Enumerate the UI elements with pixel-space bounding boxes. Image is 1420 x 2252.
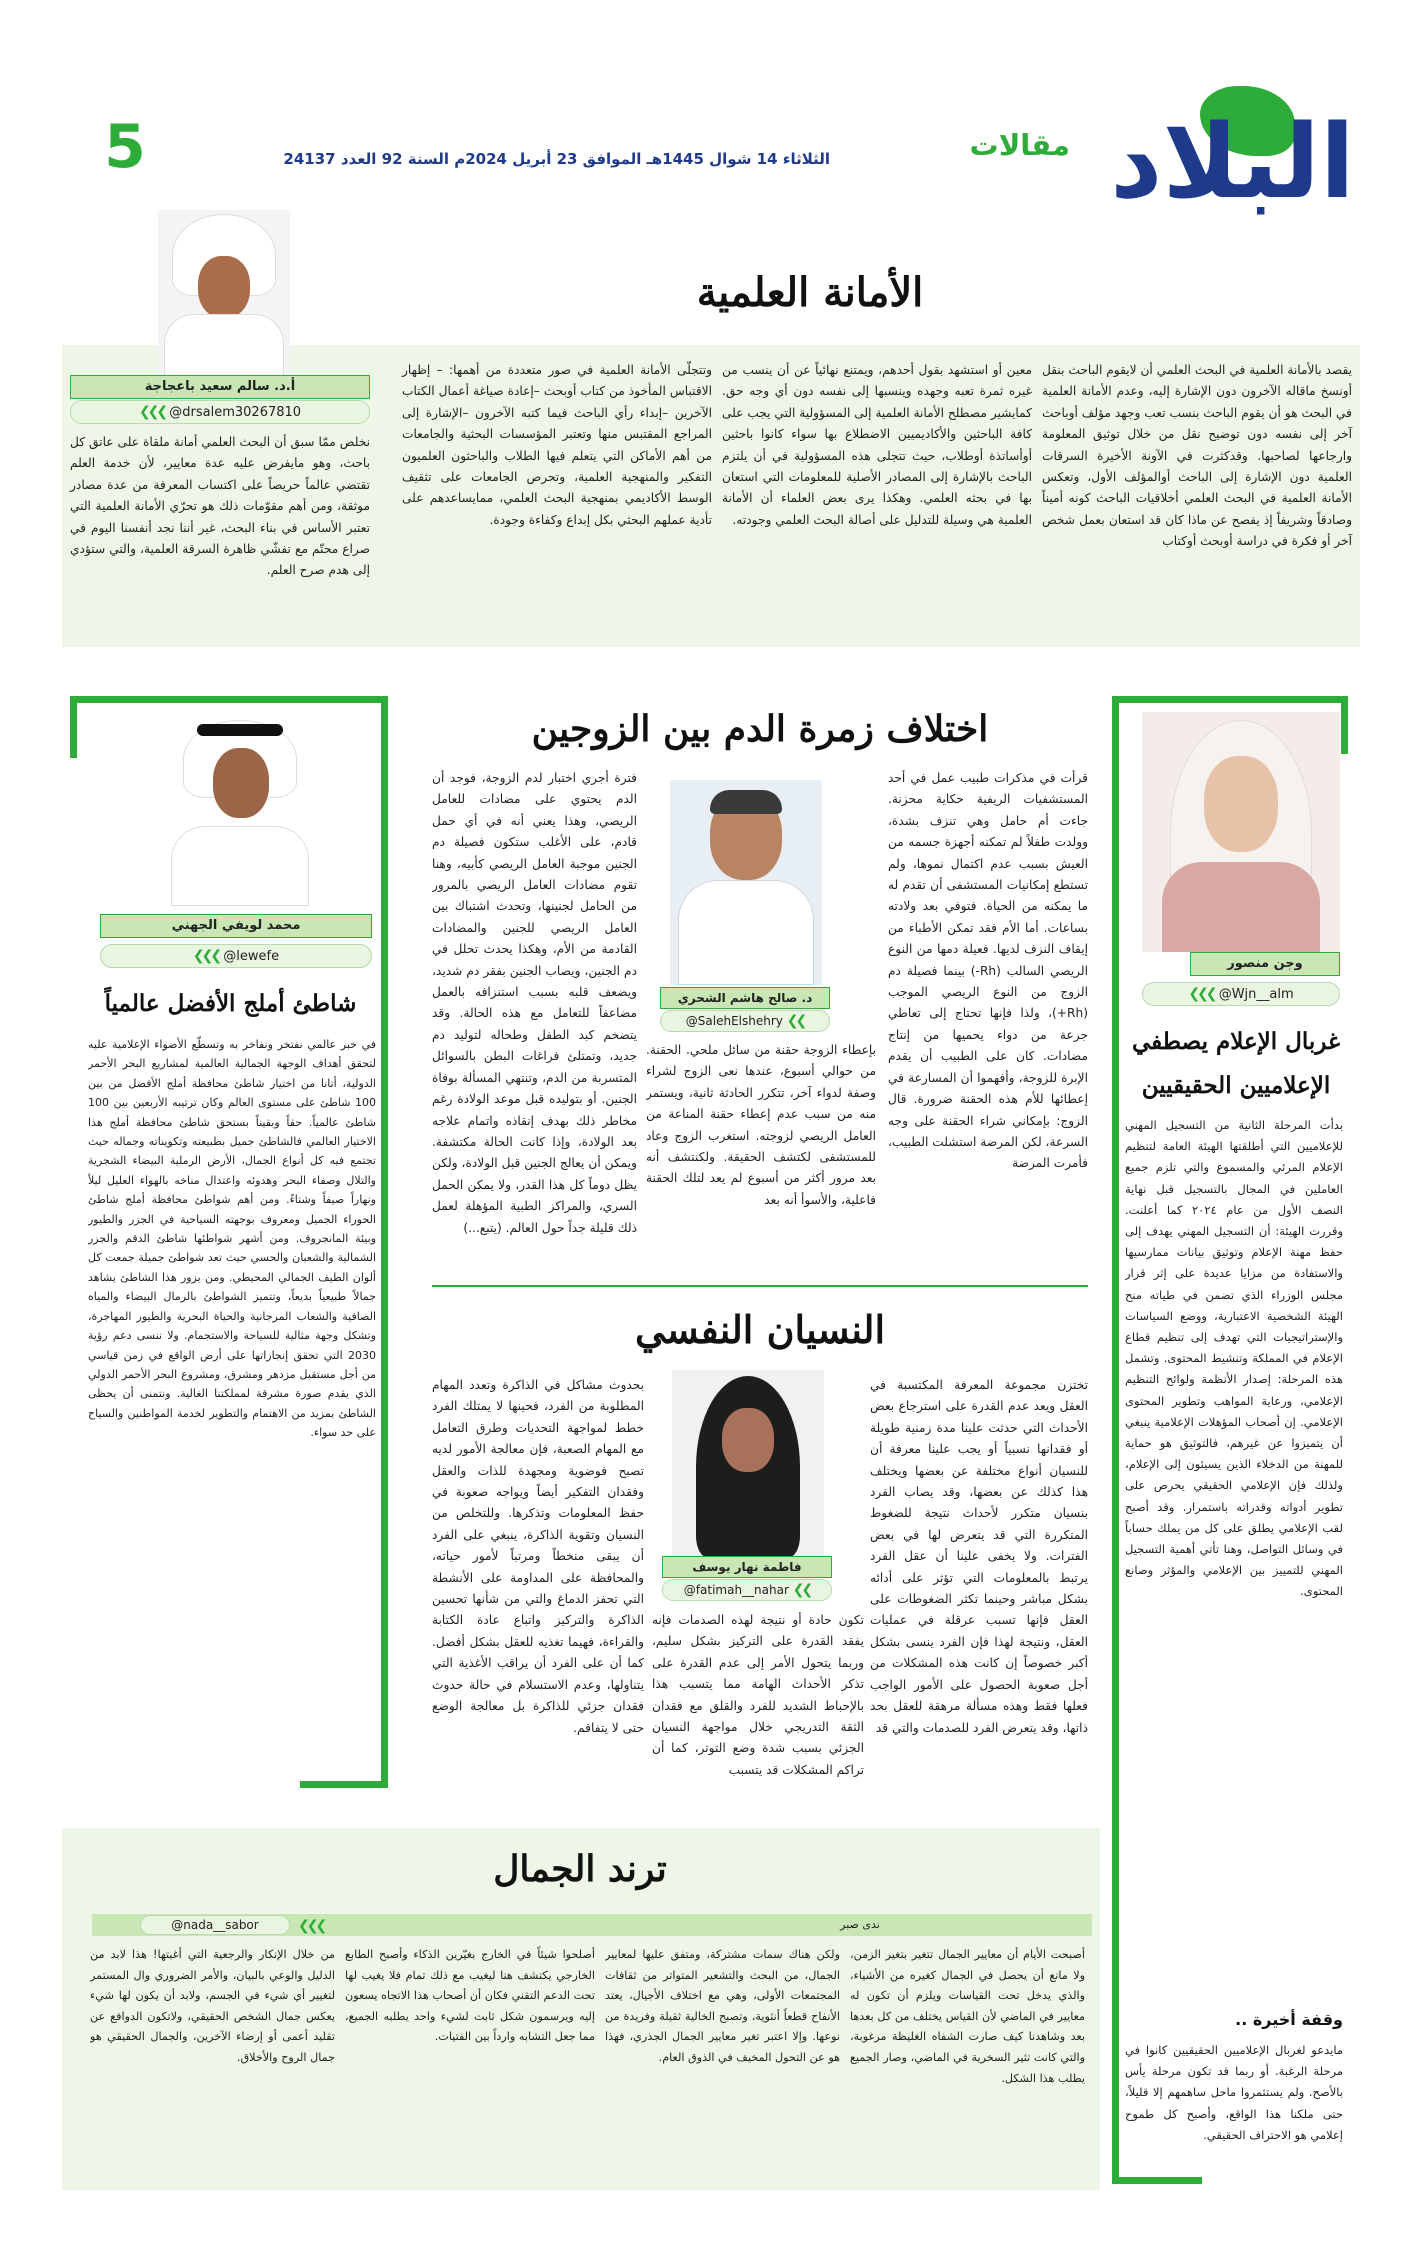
article-center2-author-handle bbox=[662, 1579, 832, 1601]
article-center-author-name: د. صالح هاشم الشحري bbox=[660, 987, 830, 1009]
right-frame-right bbox=[1341, 696, 1348, 754]
article-right-author-handle bbox=[1142, 982, 1340, 1006]
chevron-icon: ❮❮ bbox=[786, 1013, 805, 1029]
article-left-author-handle bbox=[100, 944, 372, 968]
article-left-author-name: محمد لويفي الجهني bbox=[100, 914, 372, 938]
article-right-author-name: وجن منصور bbox=[1190, 952, 1340, 976]
face-shape bbox=[1204, 756, 1278, 852]
article1-author-handle bbox=[70, 400, 370, 424]
article-right-title-line1: غربال الإعلام يصطفي bbox=[1131, 1028, 1341, 1055]
thobe-shape bbox=[164, 314, 284, 378]
handle-text: @nada__sabor bbox=[171, 1918, 259, 1932]
thobe-shape bbox=[171, 826, 309, 906]
handle-text: @lewefe bbox=[223, 949, 280, 964]
article-center2-title: النسيان النفسي bbox=[634, 1307, 886, 1352]
chevron-icon: ❮❮❮ bbox=[1188, 986, 1215, 1002]
handle-text: @SalehElshehry bbox=[685, 1014, 783, 1028]
logo-text: البلاد bbox=[1110, 103, 1355, 222]
author-photo-salem bbox=[158, 210, 290, 378]
right-frame-bottom bbox=[1112, 2177, 1202, 2184]
author-photo-saleh bbox=[670, 780, 822, 985]
author-photo-fatimah bbox=[672, 1370, 824, 1558]
agal-shape bbox=[197, 724, 283, 736]
chevron-icon: ❮❮❮ bbox=[298, 1918, 325, 1934]
article-bottom-author-handle bbox=[140, 1915, 290, 1935]
right-frame-left bbox=[1112, 696, 1119, 2184]
article-left-title: شاطئ أملج الأفضل عالمياً bbox=[104, 990, 357, 1017]
article-center-col3: فترة أجري اختبار لدم الزوجة، فوجد أن الدم يحتوي على مضادات للعامل الريصي، وهذا يعني أنه في أي حمل قادم، على الأغلب ستكون فصيلة دم الجنين موجبة العامل الريصي كأبيه، وهنا تقوم مضادات العامل الريصي بالمرور من الحامل لجنينها، وتحدث اشتباك بين العامل الريصي للجنين والمضادات القادمة من الأم، وهكذا يحدث تحلل في دم الجنين، ويصاب الجنين بفقر دم شديد، ويضعف قلبه بسبب استنزافه بالعمل مضاعفاً للتعامل مع هذه الحالة. وقد يتضخم كبد الطفل وطحاله لتوليد دم جديد، وتمتلئ فراغات البطن بالسوائل المتسربة من الدم، وتنتهي المسألة بوفاة الجنين. أو بتوليده قبل موعد الولادة رغم مخاطر ذلك بهدف إنقاذه واتمام علاجه بعد الولادة، وإذا كانت الحالة مكتشفة. ويمكن أن يعالج الجنين قبل الولادة، ولكن يظل دوماً كل هذا القدر، ولا يمكن الحمل السري، والمراكز الطبية المؤهلة لعمل ذلك قليلة جداً حول العالم. (يتبع...) bbox=[432, 771, 637, 1235]
article-center2-col2: تكون حادة أو نتيجة لهذه الصدمات فإنه يفقد القدرة على التركيز بشكل سليم، وربما يتحول الأمر إلى عدم القدرة على تذكر الأحداث الهامة مما يتسبب هذا بالإحباط الشديد للفرد والقلق مع فقدان الثقة التدريجي خلال مواجهة النسيان الجزئي بسبب شدة وضع التوتر، كما أن تراكم المشكلات قد يتسبب bbox=[652, 1613, 864, 1777]
article1-author-name: أ.د. سالم سعيد باعجاجة bbox=[70, 375, 370, 399]
article-bottom-col1: أصبحت الأيام أن معايير الجمال تتغير بتغير الزمن، ولا مانع أن يحصل في الجمال كغيره من الأشياء، والذي يدخل تحت القياسات ويلزم أن تكون له معايير في الماضي لأن القياس يختلف من كل بعدها بعد وشاهدنا كيف صارت الشفاه الغليظة مرغوبة، والتي كانت تثير السخرية في الماضي، وصار الجميع يطلب هذا الشكل. bbox=[850, 1948, 1085, 2085]
article-bottom-col4: من خلال الإنكار والرجعية التي أغبتها! هذا لابد من الدليل والوعي بالبيان، والأمر الضروري وال المستمر لتغيير أي شيء في الجسم، ولابد أن يكون لها شيء يعكس جمال الشخص الحقيقي، ولاتكون الدوافع عن تقليد أعمى أو إرضاء الآخرين، والجمال الحقيقي هو جمال الروح والأخلاق. bbox=[90, 1948, 335, 2064]
article-center-title: اختلاف زمرة الدم بين الزوجين bbox=[531, 708, 989, 750]
hair-shape bbox=[710, 790, 782, 814]
left-frame-right bbox=[381, 696, 388, 1788]
article-center2-col3: بحدوث مشاكل في الذاكرة وتعدد المهام المطلوبة من الفرد، فحينها لا يمتلك الفرد خطط لمواجهة التحديات وطرق التعامل مع المهام الصعبة، فإن معالجة الأمور لديه تصبح فوضوية ومجهدة للذات والعقل وفقدان التفكير أيضاً ويواجه صعوبة في حفظ المعلومات وتذكرها. وللتخلص من النسيان وتقوية الذاكرة، ينبغي على الفرد أن يبقى منخطاً ومرتباً لأمور حياته، والمحافظة على المداومة على الأنشطة التي تحفز الدماغ والتي من شأنها تحسين الذاكرة والتركيز واتباع عادة الكتابة والقراءة، فهيما تغذيه للعقل بشكل أفضل. كما أن على الفرد أن يراقب الأغذية التي يتناولها، وعدم الاستسلام في حالة حدوث فقدان جزئي للذاكرة بل معالجة الوضع حتى لا يتفاقم. bbox=[432, 1378, 644, 1735]
article-right-body: بدأت المرحلة الثانية من التسجيل المهني للإعلاميين التي أطلقتها الهيئة العامة لتنظيم الإعلام المرئي والمسموع والتي تلزم جميع العاملين في المجال بالتسجيل قبل نهاية النصف الأول من عام ٢٠٢٤ كما أعلنت. وقررت الهيئة: أن التسجيل المهني يهدف إلى حفظ مهنة الإعلام وتوثيق بيانات ممارسيها والاستفادة من مزايا عديدة على إثر قرار مجلس الوزراء الذي تضمن في طياته منح الهيئة الشخصية الاعتبارية، ووضع السياسات والإستراتيجيات التي تهدف إلى تنظيم قطاع الإعلام في المملكة وتنشيط المحتوى. وتشمل هذه المرحلة: إصدار الأنظمة ولوائح التنظيم الإعلامي، ورعاية المواهب وتطوير المحتوى الإعلامي. إن أصحاب المؤهلات الإعلامية ينبغي أن يتميزوا عن غيرهم، فالتوثيق هو حماية للمهنة من الدخلاء الذين يسيئون إلى الإعلام، ولذلك فإن الإعلامي الحقيقي يحرص على تطوير أدواته وقدراته باستمرار. وقد أصبح لقب الإعلامي يطلق على كل من يملك حساباً في وسائل التواصل، وهنا تأتي أهمية التسجيل المهني للتمييز بين الإعلامي والمؤثر وصانع المحتوى. bbox=[1125, 1118, 1343, 1599]
article1-col4: نخلص ممّا سبق أن البحث العلمي أمانة ملقاة على عاتق كل باحث، وهو مايفرض عليه عدة معايير، لأن خدمة العلم تقتضي عالماً حريصاً على اكتساب المعرفة من عدة مصادر موثقة، ومن أهم مقوّمات ذلك هو تحرّي الأمانة العلمية التي تعتبر الأساس في بناء البحث، غير أننا نجد أنفسنا اليوم في صراع محتّم مع تفشّي ظاهرة السرقة العلمية، والتي ستؤدي إلى هدم صرح العلم. bbox=[70, 435, 370, 578]
article1-col1: يقصد بالأمانة العلمية في البحث العلمي أن لايقوم الباحث بنقل أونسخ ماقاله الآخرون دون الإشارة إليه، وعدم الأمانة العلمية في البحث هو أن يقوم الباحث بنسب تعب وجهد مؤلف أوباحث آخر إلى نفسه دون توضيح نقل من خلال توثيق المعلومة وارجاعها لصاحبها. وقدكثرت في الآونة الأخيرة السرقات العلمية دون الإشارة إلى الباحث أوالمؤلف الأول، وتعكس الأمانة العلمية في البحث العلمي أخلاقيات الباحث كونه أميناً وصادقاً وشريفاً إذ يفصح عن ماذا كان قد استعان بعمل شخص آخر أو فكرة في دراسة أوبحث أوكتاب bbox=[1042, 363, 1352, 549]
center-divider bbox=[432, 1285, 1088, 1287]
article-bottom-chevrons bbox=[298, 1914, 338, 1936]
labcoat-shape bbox=[678, 880, 814, 985]
article-bottom-title: ترند الجمال bbox=[493, 1848, 667, 1890]
article-right-closing: مايدعو لغربال الإعلاميين الحقيقيين كانوا في مرحلة الرغبة. أو ربما قد تكون مرحلة يأس بالأصح. ولم يستثمروا ماحل ساهمهم إلا قليلاً، حتى ملكنا هذا الواقع، وأصبح كل طموح إعلامي هو الاحتراف الحقيقي. bbox=[1125, 2043, 1343, 2142]
article1-col3: وتتجلّى الأمانة العلمية في صور متعددة من أهمها: – إظهار الاقتباس المأخوذ من كتاب أوبحث –إعادة صياغة أعمال الكتاب الآخرين –إبداء رأي الباحث فيما كتبه الآخرون –الإشارة إلى المراجع المقتبس منها وتعتبر المؤسسات البحثية والجامعات من أهم الأماكن التي يتعلم فيها الطلاب والباحثون العلميون التفكير والمنهجية العلمية، وتحرص الجامعات على تثقيف الوسط الأكاديمي بمنهجية البحث العلمي، ممايساعدهم على تأدية عملهم البحثي بكل إبداع وكفاءة وجودة. bbox=[402, 363, 712, 527]
section-label: مقالات bbox=[969, 128, 1070, 162]
article-center2-col1: تختزن مجموعة المعرفة المكتسبة في العقل ويعد عدم القدرة على استرجاع بعض الأحداث التي حدثت علينا مدة زمنية طويلة أو فقدانها نسبياً أو يجب علينا معرفة أن للنسيان أنواع مختلفة عن بعضها ويختلف هذا كذلك عن بعضها، وقد يصاب الفرد بنسيان متكرر لأحداث نتيجة للضغوط المتكررة التي قد يتعرض لها في بعض الفترات. ولا يخفى علينا أن عقل الفرد يرتبط بالمعلومات التي تؤثر على أدائه بشكل مباشر وحينما تكثر الضغوطات على العقل فإنها تسبب عرقلة في عمليات العقل، ونتيجة لهذا فإن الفرد ينسى بشكل أكبر خصوصاً إن كانت هذه المشكلات من أجل صعوبة الحصول على الأمور الواجب فعلها فقط وهذه مسألة مرهقة للعقل بحد ذاتها، وقد يتعرض الفرد للصدمات والتي قد bbox=[870, 1378, 1088, 1735]
article-bottom-author-name: ندى صبر bbox=[840, 1918, 880, 1931]
garment-shape bbox=[1162, 862, 1320, 952]
handle-text: @fatimah__nahar bbox=[683, 1583, 789, 1597]
chevron-icon: ❮❮ bbox=[792, 1582, 811, 1598]
masthead bbox=[1090, 80, 1375, 230]
right-frame-top bbox=[1112, 696, 1348, 703]
author-photo-wjn bbox=[1142, 712, 1340, 952]
article-right-closing-title: وقفة أخيرة .. bbox=[1235, 2010, 1343, 2029]
article-center2-author-name: فاطمة نهار يوسف bbox=[662, 1556, 832, 1578]
article-bottom-col2: ولكن هناك سمات مشتركة، ومتفق عليها لمعايير الجمال، من البحث والتشعير المتواتر من ثقافات المجتمعات الأولى، وهي مع اختلاف الأجيال، يعتد الأنفاح قطعاً أنثوية، وتصبح الخالية ثقيلة وفريدة من نوعها. وإلا اعتبر تغير معايير الجمال الجذري، فهذا هو عن التحول المخيف في الذوق العام. bbox=[605, 1948, 840, 2064]
face-shape bbox=[213, 748, 269, 818]
article-center-col1: قرأت في مذكرات طبيب عمل في أحد المستشفيات الريفية حكاية محزنة. جاءت أم حامل وهي تنزف بشدة، وولدت طفلاً لم تمكنه أجهزة جسمه من العيش بسبب عدم اكتمال نموها، ولم تستطع إمكانيات المستشفى أن تقدم له ما يمكنه من الحياة. فتوفي بعد ولادته بساعات. أما الأم فقد تمكن الأطباء من إيقاف النزف لديها. فعيلة دمها من النوع الريصي السالب (Rh-) بينما فصيلة دم الزوج من النوع الريصي الموجب (Rh+)، ولذا فإنها تحتاج إلى تعاطي جرعة من دواء يحميها من إنتاج مضادات. كان على الطبيب أن يقدم الإبرة للزوجة، وأفهموا أن المسارعة في إعطائها للأم هذه الحقنة ضرورة. قال الزوج: بإمكاني شراء الحقنة على وجه السرعة، لكن المرضة استشلت الطبيب، فأمرت المرضة bbox=[888, 771, 1088, 1171]
article-center-col2: بإعطاء الزوجة حقنة من سائل ملحي. الحقنة. من حوالي أسبوع، عندها نعى الزوج لشراء وصفة لدواء آخر، تتكرر الحادثة ثانية، ويستمر منه من سبب عدم إعطاء حقنة المناعة من العامل الريصي لزوجته. استغرب الزوج وعاد للمستشفى لكتشف الحقيقة. ولكنتشف أنه بعد مرور أكثر من أسبوع لم يعد لتلك الحقنة فاعلية، والأسوأ أنه بعد bbox=[646, 1043, 876, 1207]
chevron-icon: ❮❮❮ bbox=[192, 948, 220, 964]
article-right-title-line2: الإعلاميين الحقيقيين bbox=[1141, 1072, 1331, 1099]
handle-text: @drsalem30267810 bbox=[169, 405, 302, 420]
article-bottom-col3: أصلحوا شيئاً في الخارج بغيّرين الذكاء وأصبح الطابع الخارجي يكتشف هنا ليغيب مع ذلك تمام فلا يغيب لها تحت الدعم التقني فكان أن أصحاب هذا الاتجاه يسعون إليه ويرسمون شكل ثابت لشيء واحد يطلبه الجميع، مما جعل التشابه وارداً بين الفتيات. bbox=[345, 1948, 595, 2044]
left-frame-bottom bbox=[300, 1781, 388, 1788]
left-frame-left bbox=[70, 696, 77, 758]
face-shape bbox=[722, 1408, 774, 1472]
handle-text: @Wjn__alm bbox=[1218, 987, 1294, 1002]
page-number: 5 bbox=[104, 112, 146, 182]
article-center-author-handle bbox=[660, 1010, 830, 1032]
face-shape bbox=[198, 256, 250, 318]
dateline: الثلاثاء 14 شوال 1445هـ الموافق 23 أبريل 2024م السنة 92 العدد 24137 bbox=[283, 150, 830, 168]
author-photo-mohammed bbox=[165, 718, 315, 906]
article1-col2: معين أو استشهد بقول أحدهم، ويمتنع نهائياً عن أن ينسب من غيره ثمرة تعبه وجهده وينسبها إلى نفسه دون أي وجه حق. كمايشير مصطلح الأمانة العلمية إلى المسؤولية التي يجب على كافة الباحثين والأكاديميين الاضطلاع بها سواء كانوا باحثين أوأساتذة أوطلاب، حيث تتجلى هذه المسؤولية في أن يلتزم الباحث بالإشارة إلى المصادر الأصلية للمعلومات التي استعان بها في بحثه العلمي. وهكذا يرى بعض العلماء أن الأمانة العلمية هي وسيلة للتدليل على أصالة البحث العلمي وجودته. bbox=[721, 363, 1032, 527]
left-frame-top bbox=[70, 696, 388, 703]
chevron-icon: ❮❮❮ bbox=[138, 404, 166, 420]
article-left-body: في خبر عالمي نفتخر ونفاخر به وتسطّع الأضواء الإعلامية عليه لتحقق أهداف الوجهة الجمالية العالمية لمشاريع البحر الأحمر الدولية، أتانا من اختيار شاطئ محافظة أملج الأفضل من بين 100 شاطئ على مستوى العالم وكان ترتيبه الأربعين بين 100 شاطئ عالمياً. حقاً وبقيناً بستحق شاطئ محافظة أملج هذا الاختيار العالمي فالشاطئ جميل بطبيعته وتكويناته وجماله حيث تجتمع فيه كل أنواع الجمال، الأرض الرملية البيضاء الشجرية والتلال وصفاء البحر وهدوئه واعتدال مناخه بالهواء العليل ليلاً ونهاراً صيفاً وشتاءً. ومن أهم شواطئ محافظة أملج شاطئ الحوراء الجميل ومعروف بوجهته السياحية في الجزر والطيور وبيئة المانجروف. ومن أشهر شواطئها شاطئ الدقم والجزر الشمالية والشعبان والحسي حيث تعد شواطئ جميلة جمعت كل ألوان الطيف الجمالي المحيطي. ومن يزور هذا الشاطئ يشاهد جمالاً طبيعياً بديعاً، وتتميز الشواطئ بالرمال البيضاء والمياه الصافية والشعاب المرجانية والحياة البحرية والطيور المهاجرة، وتشكل وجهة مثالية للسياحة والاستجمام. ولا ننسى دعم رؤية 2030 التي تحقق إنجازاتها على أرض الواقع في زمن قياسي من أجل مستقبل مزدهر ومشرق، ومشروع البحر الأحمر الدولي الذي يقدم صورة مشرقة لمملكتنا الغالية. ونتمنى أن يحظى الشاطئ بمزيد من الاهتمام والتطوير لخدمة المواطنين والسياح على حد سواء. bbox=[88, 1038, 376, 1440]
article1-title: الأمانة العلمية bbox=[696, 269, 924, 316]
